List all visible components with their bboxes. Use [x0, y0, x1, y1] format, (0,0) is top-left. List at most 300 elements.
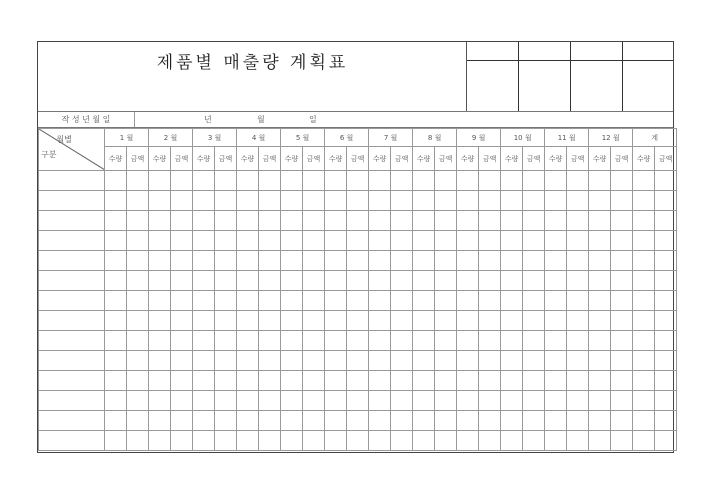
value-cell[interactable] [237, 311, 259, 331]
value-cell[interactable] [611, 191, 633, 211]
value-cell[interactable] [237, 391, 259, 411]
value-cell[interactable] [347, 171, 369, 191]
value-cell[interactable] [545, 271, 567, 291]
value-cell[interactable] [303, 191, 325, 211]
category-cell[interactable] [39, 171, 105, 191]
value-cell[interactable] [413, 391, 435, 411]
value-cell[interactable] [567, 251, 589, 271]
value-cell[interactable] [303, 211, 325, 231]
value-cell[interactable] [347, 211, 369, 231]
value-cell[interactable] [523, 431, 545, 451]
value-cell[interactable] [369, 251, 391, 271]
value-cell[interactable] [611, 171, 633, 191]
value-cell[interactable] [149, 191, 171, 211]
value-cell[interactable] [435, 311, 457, 331]
value-cell[interactable] [523, 331, 545, 351]
value-cell[interactable] [655, 351, 677, 371]
value-cell[interactable] [611, 311, 633, 331]
value-cell[interactable] [523, 391, 545, 411]
value-cell[interactable] [589, 311, 611, 331]
value-cell[interactable] [281, 231, 303, 251]
value-cell[interactable] [347, 391, 369, 411]
value-cell[interactable] [479, 391, 501, 411]
value-cell[interactable] [281, 271, 303, 291]
value-cell[interactable] [501, 291, 523, 311]
value-cell[interactable] [589, 411, 611, 431]
value-cell[interactable] [391, 271, 413, 291]
value-cell[interactable] [391, 211, 413, 231]
value-cell[interactable] [347, 411, 369, 431]
value-cell[interactable] [105, 371, 127, 391]
value-cell[interactable] [545, 231, 567, 251]
value-cell[interactable] [369, 211, 391, 231]
value-cell[interactable] [435, 271, 457, 291]
value-cell[interactable] [215, 291, 237, 311]
value-cell[interactable] [611, 211, 633, 231]
value-cell[interactable] [589, 371, 611, 391]
value-cell[interactable] [655, 431, 677, 451]
value-cell[interactable] [479, 311, 501, 331]
value-cell[interactable] [457, 291, 479, 311]
category-cell[interactable] [39, 371, 105, 391]
category-cell[interactable] [39, 311, 105, 331]
value-cell[interactable] [567, 411, 589, 431]
value-cell[interactable] [589, 171, 611, 191]
category-cell[interactable] [39, 271, 105, 291]
value-cell[interactable] [567, 231, 589, 251]
value-cell[interactable] [259, 391, 281, 411]
value-cell[interactable] [259, 411, 281, 431]
value-cell[interactable] [545, 351, 567, 371]
category-cell[interactable] [39, 351, 105, 371]
value-cell[interactable] [171, 231, 193, 251]
value-cell[interactable] [611, 391, 633, 411]
value-cell[interactable] [369, 191, 391, 211]
value-cell[interactable] [281, 251, 303, 271]
value-cell[interactable] [655, 271, 677, 291]
value-cell[interactable] [281, 391, 303, 411]
category-cell[interactable] [39, 231, 105, 251]
value-cell[interactable] [457, 211, 479, 231]
value-cell[interactable] [171, 311, 193, 331]
value-cell[interactable] [105, 331, 127, 351]
value-cell[interactable] [347, 251, 369, 271]
value-cell[interactable] [633, 271, 655, 291]
value-cell[interactable] [281, 191, 303, 211]
value-cell[interactable] [369, 291, 391, 311]
value-cell[interactable] [391, 331, 413, 351]
value-cell[interactable] [127, 371, 149, 391]
value-cell[interactable] [589, 231, 611, 251]
value-cell[interactable] [567, 171, 589, 191]
value-cell[interactable] [457, 331, 479, 351]
value-cell[interactable] [501, 371, 523, 391]
value-cell[interactable] [457, 191, 479, 211]
value-cell[interactable] [655, 191, 677, 211]
value-cell[interactable] [281, 371, 303, 391]
value-cell[interactable] [259, 311, 281, 331]
value-cell[interactable] [655, 291, 677, 311]
value-cell[interactable] [391, 431, 413, 451]
category-cell[interactable] [39, 191, 105, 211]
value-cell[interactable] [105, 251, 127, 271]
value-cell[interactable] [347, 271, 369, 291]
value-cell[interactable] [193, 351, 215, 371]
value-cell[interactable] [501, 211, 523, 231]
value-cell[interactable] [193, 231, 215, 251]
value-cell[interactable] [633, 171, 655, 191]
value-cell[interactable] [545, 191, 567, 211]
value-cell[interactable] [567, 191, 589, 211]
value-cell[interactable] [259, 251, 281, 271]
value-cell[interactable] [325, 171, 347, 191]
value-cell[interactable] [325, 251, 347, 271]
value-cell[interactable] [127, 431, 149, 451]
value-cell[interactable] [215, 391, 237, 411]
value-cell[interactable] [259, 371, 281, 391]
value-cell[interactable] [611, 251, 633, 271]
value-cell[interactable] [303, 271, 325, 291]
value-cell[interactable] [281, 431, 303, 451]
value-cell[interactable] [215, 211, 237, 231]
value-cell[interactable] [545, 371, 567, 391]
value-cell[interactable] [347, 291, 369, 311]
value-cell[interactable] [413, 431, 435, 451]
value-cell[interactable] [457, 431, 479, 451]
value-cell[interactable] [149, 311, 171, 331]
value-cell[interactable] [127, 171, 149, 191]
value-cell[interactable] [523, 311, 545, 331]
value-cell[interactable] [325, 231, 347, 251]
value-cell[interactable] [149, 431, 171, 451]
value-cell[interactable] [193, 291, 215, 311]
value-cell[interactable] [347, 351, 369, 371]
value-cell[interactable] [237, 351, 259, 371]
value-cell[interactable] [633, 431, 655, 451]
value-cell[interactable] [215, 331, 237, 351]
value-cell[interactable] [611, 271, 633, 291]
value-cell[interactable] [325, 311, 347, 331]
value-cell[interactable] [611, 291, 633, 311]
value-cell[interactable] [391, 251, 413, 271]
value-cell[interactable] [215, 271, 237, 291]
value-cell[interactable] [127, 291, 149, 311]
value-cell[interactable] [479, 351, 501, 371]
value-cell[interactable] [501, 171, 523, 191]
value-cell[interactable] [237, 331, 259, 351]
value-cell[interactable] [589, 431, 611, 451]
value-cell[interactable] [325, 291, 347, 311]
value-cell[interactable] [523, 351, 545, 371]
value-cell[interactable] [633, 371, 655, 391]
value-cell[interactable] [281, 411, 303, 431]
value-cell[interactable] [589, 251, 611, 271]
value-cell[interactable] [127, 311, 149, 331]
value-cell[interactable] [633, 351, 655, 371]
value-cell[interactable] [193, 391, 215, 411]
value-cell[interactable] [523, 271, 545, 291]
value-cell[interactable] [633, 391, 655, 411]
value-cell[interactable] [105, 271, 127, 291]
value-cell[interactable] [369, 171, 391, 191]
value-cell[interactable] [281, 351, 303, 371]
value-cell[interactable] [193, 411, 215, 431]
value-cell[interactable] [237, 271, 259, 291]
value-cell[interactable] [215, 411, 237, 431]
value-cell[interactable] [479, 331, 501, 351]
value-cell[interactable] [545, 411, 567, 431]
value-cell[interactable] [325, 191, 347, 211]
value-cell[interactable] [347, 371, 369, 391]
value-cell[interactable] [435, 391, 457, 411]
value-cell[interactable] [611, 431, 633, 451]
value-cell[interactable] [303, 171, 325, 191]
value-cell[interactable] [457, 171, 479, 191]
value-cell[interactable] [105, 351, 127, 371]
value-cell[interactable] [413, 371, 435, 391]
value-cell[interactable] [105, 291, 127, 311]
value-cell[interactable] [303, 431, 325, 451]
value-cell[interactable] [303, 411, 325, 431]
value-cell[interactable] [325, 411, 347, 431]
value-cell[interactable] [149, 331, 171, 351]
value-cell[interactable] [523, 211, 545, 231]
value-cell[interactable] [655, 371, 677, 391]
value-cell[interactable] [479, 411, 501, 431]
value-cell[interactable] [193, 311, 215, 331]
value-cell[interactable] [413, 411, 435, 431]
category-cell[interactable] [39, 411, 105, 431]
value-cell[interactable] [281, 211, 303, 231]
value-cell[interactable] [281, 171, 303, 191]
value-cell[interactable] [281, 331, 303, 351]
value-cell[interactable] [193, 191, 215, 211]
value-cell[interactable] [413, 291, 435, 311]
value-cell[interactable] [391, 191, 413, 211]
value-cell[interactable] [501, 351, 523, 371]
value-cell[interactable] [347, 431, 369, 451]
value-cell[interactable] [237, 371, 259, 391]
value-cell[interactable] [655, 331, 677, 351]
value-cell[interactable] [435, 331, 457, 351]
value-cell[interactable] [413, 251, 435, 271]
value-cell[interactable] [457, 371, 479, 391]
value-cell[interactable] [633, 211, 655, 231]
value-cell[interactable] [127, 271, 149, 291]
value-cell[interactable] [171, 431, 193, 451]
value-cell[interactable] [303, 371, 325, 391]
value-cell[interactable] [567, 351, 589, 371]
value-cell[interactable] [457, 231, 479, 251]
value-cell[interactable] [237, 211, 259, 231]
value-cell[interactable] [391, 231, 413, 251]
value-cell[interactable] [391, 171, 413, 191]
value-cell[interactable] [303, 311, 325, 331]
value-cell[interactable] [127, 251, 149, 271]
value-cell[interactable] [589, 211, 611, 231]
value-cell[interactable] [127, 211, 149, 231]
value-cell[interactable] [171, 411, 193, 431]
value-cell[interactable] [457, 391, 479, 411]
value-cell[interactable] [457, 351, 479, 371]
value-cell[interactable] [435, 291, 457, 311]
value-cell[interactable] [193, 431, 215, 451]
category-cell[interactable] [39, 211, 105, 231]
value-cell[interactable] [523, 191, 545, 211]
value-cell[interactable] [369, 391, 391, 411]
value-cell[interactable] [259, 291, 281, 311]
value-cell[interactable] [237, 431, 259, 451]
value-cell[interactable] [215, 191, 237, 211]
value-cell[interactable] [303, 391, 325, 411]
value-cell[interactable] [237, 411, 259, 431]
value-cell[interactable] [149, 391, 171, 411]
value-cell[interactable] [149, 231, 171, 251]
value-cell[interactable] [435, 211, 457, 231]
value-cell[interactable] [523, 251, 545, 271]
value-cell[interactable] [259, 431, 281, 451]
value-cell[interactable] [589, 191, 611, 211]
value-cell[interactable] [303, 331, 325, 351]
value-cell[interactable] [325, 331, 347, 351]
value-cell[interactable] [259, 211, 281, 231]
value-cell[interactable] [237, 251, 259, 271]
value-cell[interactable] [611, 371, 633, 391]
value-cell[interactable] [171, 331, 193, 351]
value-cell[interactable] [105, 191, 127, 211]
value-cell[interactable] [369, 371, 391, 391]
value-cell[interactable] [589, 331, 611, 351]
value-cell[interactable] [435, 351, 457, 371]
value-cell[interactable] [589, 271, 611, 291]
value-cell[interactable] [303, 251, 325, 271]
value-cell[interactable] [193, 271, 215, 291]
value-cell[interactable] [215, 251, 237, 271]
value-cell[interactable] [369, 431, 391, 451]
value-cell[interactable] [501, 331, 523, 351]
value-cell[interactable] [281, 291, 303, 311]
value-cell[interactable] [259, 331, 281, 351]
value-cell[interactable] [567, 271, 589, 291]
value-cell[interactable] [479, 371, 501, 391]
value-cell[interactable] [633, 331, 655, 351]
value-cell[interactable] [171, 391, 193, 411]
value-cell[interactable] [457, 311, 479, 331]
value-cell[interactable] [633, 251, 655, 271]
value-cell[interactable] [215, 171, 237, 191]
value-cell[interactable] [171, 211, 193, 231]
value-cell[interactable] [105, 431, 127, 451]
value-cell[interactable] [567, 371, 589, 391]
value-cell[interactable] [369, 351, 391, 371]
value-cell[interactable] [281, 311, 303, 331]
value-cell[interactable] [391, 371, 413, 391]
value-cell[interactable] [391, 391, 413, 411]
value-cell[interactable] [655, 311, 677, 331]
value-cell[interactable] [545, 331, 567, 351]
value-cell[interactable] [171, 251, 193, 271]
value-cell[interactable] [633, 311, 655, 331]
value-cell[interactable] [237, 171, 259, 191]
value-cell[interactable] [347, 191, 369, 211]
value-cell[interactable] [413, 351, 435, 371]
value-cell[interactable] [391, 351, 413, 371]
value-cell[interactable] [589, 291, 611, 311]
value-cell[interactable] [479, 211, 501, 231]
value-cell[interactable] [589, 391, 611, 411]
value-cell[interactable] [545, 291, 567, 311]
value-cell[interactable] [105, 311, 127, 331]
value-cell[interactable] [545, 311, 567, 331]
value-cell[interactable] [435, 171, 457, 191]
value-cell[interactable] [501, 431, 523, 451]
value-cell[interactable] [325, 431, 347, 451]
category-cell[interactable] [39, 331, 105, 351]
category-cell[interactable] [39, 251, 105, 271]
value-cell[interactable] [171, 171, 193, 191]
value-cell[interactable] [391, 311, 413, 331]
value-cell[interactable] [171, 291, 193, 311]
value-cell[interactable] [501, 271, 523, 291]
value-cell[interactable] [567, 431, 589, 451]
value-cell[interactable] [259, 191, 281, 211]
value-cell[interactable] [413, 311, 435, 331]
value-cell[interactable] [325, 211, 347, 231]
value-cell[interactable] [457, 251, 479, 271]
value-cell[interactable] [523, 231, 545, 251]
value-cell[interactable] [215, 351, 237, 371]
value-cell[interactable] [127, 331, 149, 351]
value-cell[interactable] [633, 231, 655, 251]
value-cell[interactable] [259, 351, 281, 371]
value-cell[interactable] [215, 311, 237, 331]
value-cell[interactable] [435, 231, 457, 251]
value-cell[interactable] [567, 331, 589, 351]
value-cell[interactable] [347, 311, 369, 331]
value-cell[interactable] [501, 251, 523, 271]
value-cell[interactable] [435, 251, 457, 271]
value-cell[interactable] [545, 391, 567, 411]
value-cell[interactable] [479, 171, 501, 191]
value-cell[interactable] [655, 391, 677, 411]
value-cell[interactable] [171, 371, 193, 391]
value-cell[interactable] [171, 271, 193, 291]
value-cell[interactable] [325, 391, 347, 411]
value-cell[interactable] [435, 411, 457, 431]
value-cell[interactable] [545, 251, 567, 271]
value-cell[interactable] [347, 231, 369, 251]
value-cell[interactable] [655, 251, 677, 271]
value-cell[interactable] [303, 231, 325, 251]
value-cell[interactable] [589, 351, 611, 371]
value-cell[interactable] [149, 171, 171, 191]
value-cell[interactable] [501, 191, 523, 211]
value-cell[interactable] [457, 411, 479, 431]
value-cell[interactable] [633, 191, 655, 211]
value-cell[interactable] [391, 411, 413, 431]
value-cell[interactable] [567, 211, 589, 231]
value-cell[interactable] [435, 191, 457, 211]
value-cell[interactable] [545, 431, 567, 451]
value-cell[interactable] [127, 391, 149, 411]
category-cell[interactable] [39, 391, 105, 411]
value-cell[interactable] [501, 311, 523, 331]
value-cell[interactable] [149, 211, 171, 231]
value-cell[interactable] [655, 411, 677, 431]
value-cell[interactable] [193, 371, 215, 391]
value-cell[interactable] [611, 331, 633, 351]
value-cell[interactable] [369, 411, 391, 431]
